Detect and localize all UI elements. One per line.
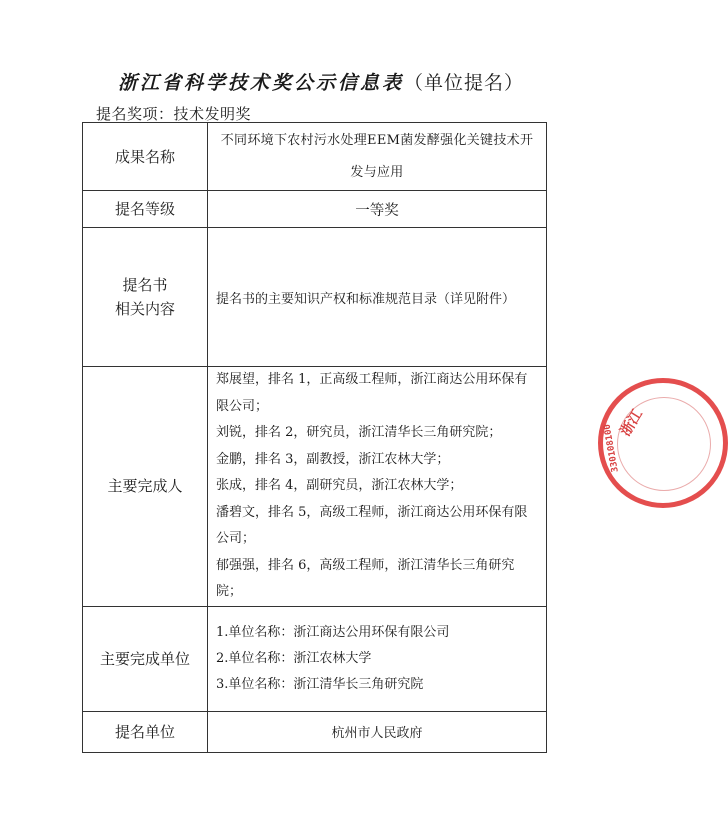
label-line: 提名书 xyxy=(122,276,168,294)
seal-text: 浙江 xyxy=(617,406,646,440)
info-table xyxy=(82,122,547,753)
value-nominator: 杭州市人民政府 xyxy=(208,711,547,752)
title-subtitle: （单位提名） xyxy=(404,72,525,94)
unit-item: 3.单位名称：浙江清华长三角研究院 xyxy=(216,676,424,692)
title-main: 浙江省科学技术奖公示信息表 xyxy=(117,72,404,94)
value-project-name: 不同环境下农村污水处理EEM菌发酵强化关键技术开发与应用 xyxy=(208,123,547,191)
label-nomination-docs xyxy=(83,228,208,367)
contributor-item: 张成，排名 4，副研究员，浙江农林大学； xyxy=(216,478,463,493)
seal-number: 330108100 xyxy=(602,423,621,473)
row-main-contributors xyxy=(83,367,547,607)
value-main-contributors xyxy=(208,367,547,607)
value-main-units xyxy=(208,606,547,711)
value-nomination-docs: 提名书的主要知识产权和标准规范目录（详见附件） xyxy=(208,228,547,367)
row-nomination-level xyxy=(83,191,547,228)
label-project-name: 成果名称 xyxy=(83,123,208,191)
award-type: 提名奖项：技术发明奖 xyxy=(96,105,252,123)
row-nominator xyxy=(83,711,547,752)
contributor-item: 刘锐，排名 2，研究员，浙江清华长三角研究院； xyxy=(216,425,502,440)
label-main-contributors: 主要完成人 xyxy=(83,367,208,607)
label-main-units: 主要完成单位 xyxy=(83,606,208,711)
contributor-item: 金鹏，排名 3，副教授，浙江农林大学； xyxy=(216,451,450,467)
unit-item: 1.单位名称：浙江商达公用环保有限公司 xyxy=(216,624,450,640)
value-nomination-level: 一等奖 xyxy=(208,191,547,228)
row-main-units xyxy=(83,606,547,711)
contributor-item: 郁强强，排名 6，高级工程师，浙江清华长三角研究院； xyxy=(216,557,515,599)
row-nomination-docs xyxy=(83,228,547,367)
unit-item: 2.单位名称：浙江农林大学 xyxy=(216,650,372,666)
contributor-item: 潘碧文，排名 5，高级工程师，浙江商达公用环保有限公司； xyxy=(216,504,528,546)
contributor-item: 郑展望，排名 1，正高级工程师，浙江商达公用环保有限公司； xyxy=(216,372,528,414)
label-nominator: 提名单位 xyxy=(83,711,208,752)
page-title xyxy=(0,68,642,95)
label-nomination-level: 提名等级 xyxy=(83,191,208,228)
row-project-name xyxy=(83,123,547,191)
official-seal xyxy=(598,378,728,508)
label-line: 相关内容 xyxy=(114,300,175,318)
